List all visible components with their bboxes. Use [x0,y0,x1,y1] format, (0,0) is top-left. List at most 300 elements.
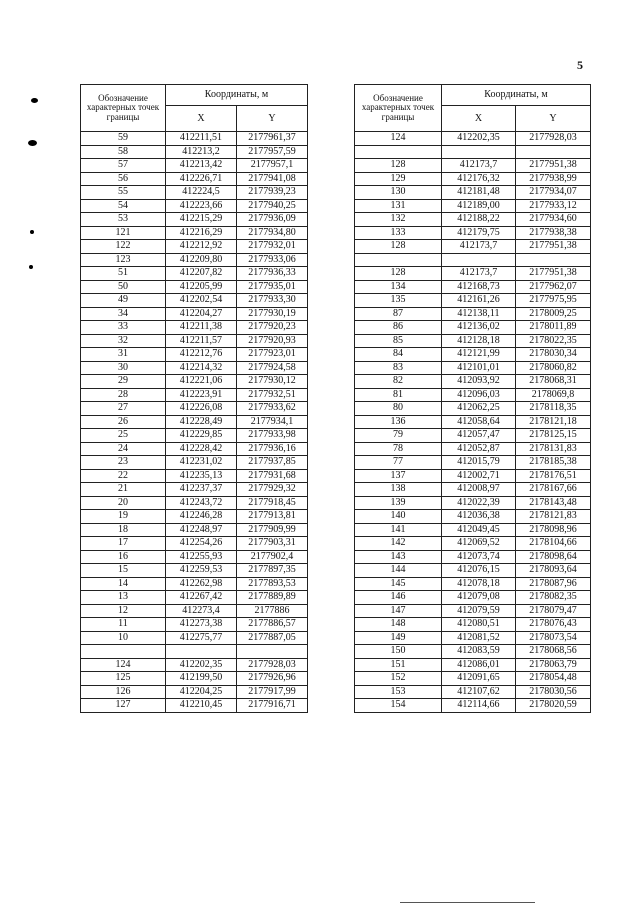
y-coordinate-cell: 2177934,07 [516,186,591,200]
point-label-cell: 21 [81,483,166,497]
y-coordinate-cell: 2177933,30 [237,294,308,308]
y-coordinate-cell: 2178093,64 [516,564,591,578]
point-label-cell: 146 [355,591,442,605]
y-coordinate-cell: 2177933,62 [237,402,308,416]
point-label-cell: 134 [355,280,442,294]
page-number: 5 [577,58,583,72]
table-row [81,253,308,267]
table-row [355,523,591,537]
table-row [81,145,308,159]
table-row [355,186,591,200]
table-row [81,226,308,240]
point-label-cell: 131 [355,199,442,213]
x-coordinate-cell: 412189,00 [442,199,516,213]
y-coordinate-cell: 2177936,33 [237,267,308,281]
table-row [355,240,591,254]
x-coordinate-cell: 412259,53 [166,564,237,578]
table-row [81,132,308,146]
y-coordinate-cell: 2177903,31 [237,537,308,551]
point-label-cell: 87 [355,307,442,321]
y-coordinate-cell: 2177934,60 [516,213,591,227]
y-coordinate-cell: 2177897,35 [237,564,308,578]
x-coordinate-cell: 412079,08 [442,591,516,605]
y-coordinate-cell: 2177932,51 [237,388,308,402]
y-coordinate-cell: 2177924,58 [237,361,308,375]
y-coordinate-cell: 2177902,4 [237,550,308,564]
y-column-header: Y [237,106,308,132]
x-coordinate-cell: 412229,85 [166,429,237,443]
x-coordinate-cell: 412254,26 [166,537,237,551]
point-label-cell: 10 [81,631,166,645]
table-row [81,159,308,173]
point-label-cell: 149 [355,631,442,645]
scan-mark [28,140,37,146]
y-coordinate-cell: 2177893,53 [237,577,308,591]
x-coordinate-cell: 412207,82 [166,267,237,281]
x-coordinate-cell: 412080,51 [442,618,516,632]
x-coordinate-cell: 412205,99 [166,280,237,294]
point-label-cell: 17 [81,537,166,551]
table-row [355,199,591,213]
y-coordinate-cell: 2178118,35 [516,402,591,416]
table-row [81,172,308,186]
y-coordinate-cell: 2177951,38 [516,267,591,281]
x-coordinate-cell: 412202,35 [166,658,237,672]
table-row [355,510,591,524]
y-coordinate-cell: 2177933,98 [237,429,308,443]
table-row [355,321,591,335]
point-label-cell: 143 [355,550,442,564]
table-row [355,456,591,470]
table-row [81,469,308,483]
x-coordinate-cell: 412008,97 [442,483,516,497]
x-coordinate-cell: 412211,51 [166,132,237,146]
y-coordinate-cell: 2177934,80 [237,226,308,240]
x-coordinate-cell: 412211,57 [166,334,237,348]
table-row [81,240,308,254]
y-coordinate-cell [516,145,591,159]
point-label-cell: 13 [81,591,166,605]
y-coordinate-cell: 2178104,66 [516,537,591,551]
x-coordinate-cell: 412107,62 [442,685,516,699]
point-label-cell: 23 [81,456,166,470]
point-label-cell: 22 [81,469,166,483]
point-label-cell: 12 [81,604,166,618]
y-coordinate-cell: 2177920,93 [237,334,308,348]
table-row [81,591,308,605]
point-label-cell: 55 [81,186,166,200]
table-row [81,402,308,416]
y-coordinate-cell: 2178069,8 [516,388,591,402]
point-label-cell: 82 [355,375,442,389]
point-label-cell: 148 [355,618,442,632]
y-coordinate-cell: 2178143,48 [516,496,591,510]
point-label-cell [355,145,442,159]
table-row [355,294,591,308]
y-coordinate-cell: 2178060,82 [516,361,591,375]
table-row [355,132,591,146]
x-coordinate-cell [166,645,237,659]
y-coordinate-cell: 2178030,56 [516,685,591,699]
point-label-cell: 150 [355,645,442,659]
x-coordinate-cell: 412204,27 [166,307,237,321]
y-coordinate-cell: 2177928,03 [516,132,591,146]
point-label-cell: 127 [81,699,166,713]
y-coordinate-cell: 2177933,06 [237,253,308,267]
x-coordinate-cell: 412179,75 [442,226,516,240]
point-label-cell: 26 [81,415,166,429]
x-coordinate-cell: 412076,15 [442,564,516,578]
scan-line [400,902,535,903]
x-coordinate-cell: 412210,45 [166,699,237,713]
x-coordinate-cell: 412057,47 [442,429,516,443]
table-row [355,280,591,294]
table-row [81,523,308,537]
x-coordinate-cell: 412128,18 [442,334,516,348]
y-coordinate-cell: 2177951,38 [516,159,591,173]
point-label-cell: 130 [355,186,442,200]
x-coordinate-cell: 412101,01 [442,361,516,375]
x-coordinate-cell: 412136,02 [442,321,516,335]
y-coordinate-cell: 2177933,12 [516,199,591,213]
table-row [81,388,308,402]
y-coordinate-cell: 2178121,83 [516,510,591,524]
x-column-header: X [166,106,237,132]
x-coordinate-cell: 412114,66 [442,699,516,713]
x-coordinate-cell: 412202,54 [166,294,237,308]
point-label-cell: 137 [355,469,442,483]
table-row [355,604,591,618]
y-coordinate-cell: 2177930,19 [237,307,308,321]
coordinates-table-left [80,84,308,713]
x-coordinate-cell: 412078,18 [442,577,516,591]
x-coordinate-cell: 412091,65 [442,672,516,686]
table-row [81,564,308,578]
y-coordinate-cell: 2177932,01 [237,240,308,254]
table-row [81,294,308,308]
y-coordinate-cell: 2178079,47 [516,604,591,618]
label-column-header: Обозначение характерных точек границы [81,85,166,132]
table-row [81,631,308,645]
x-coordinate-cell: 412212,92 [166,240,237,254]
x-coordinate-cell: 412052,87 [442,442,516,456]
x-coordinate-cell: 412209,80 [166,253,237,267]
x-coordinate-cell: 412231,02 [166,456,237,470]
x-coordinate-cell: 412081,52 [442,631,516,645]
table-row [355,577,591,591]
y-coordinate-cell: 2178030,34 [516,348,591,362]
y-coordinate-cell: 2177929,32 [237,483,308,497]
point-label-cell: 124 [355,132,442,146]
x-coordinate-cell: 412213,2 [166,145,237,159]
x-coordinate-cell: 412022,39 [442,496,516,510]
x-coordinate-cell: 412213,42 [166,159,237,173]
y-coordinate-cell: 2177938,99 [516,172,591,186]
table-row [81,496,308,510]
y-coordinate-cell: 2178185,38 [516,456,591,470]
y-coordinate-cell: 2177936,16 [237,442,308,456]
point-label-cell: 139 [355,496,442,510]
y-coordinate-cell: 2177918,45 [237,496,308,510]
point-label-cell: 14 [81,577,166,591]
y-coordinate-cell: 2177917,99 [237,685,308,699]
x-coordinate-cell: 412161,26 [442,294,516,308]
table-row [81,186,308,200]
table-row [355,672,591,686]
table-row [81,280,308,294]
point-label-cell: 16 [81,550,166,564]
y-coordinate-cell [237,645,308,659]
table-row [81,415,308,429]
scan-mark [29,265,33,269]
x-coordinate-cell: 412228,49 [166,415,237,429]
y-coordinate-cell: 2178125,15 [516,429,591,443]
y-coordinate-cell: 2178176,51 [516,469,591,483]
table-row [355,537,591,551]
point-label-cell: 79 [355,429,442,443]
y-coordinate-cell: 2177930,12 [237,375,308,389]
x-coordinate-cell: 412262,98 [166,577,237,591]
point-label-cell: 85 [355,334,442,348]
table-row [81,645,308,659]
table-row [81,456,308,470]
point-label-cell: 11 [81,618,166,632]
x-coordinate-cell: 412049,45 [442,523,516,537]
table-row [355,483,591,497]
point-label-cell: 145 [355,577,442,591]
y-coordinate-cell: 2177941,08 [237,172,308,186]
x-coordinate-cell: 412255,93 [166,550,237,564]
point-label-cell: 138 [355,483,442,497]
table-row [355,145,591,159]
x-coordinate-cell: 412015,79 [442,456,516,470]
scan-mark [30,230,34,234]
table-row [355,618,591,632]
point-label-cell: 77 [355,456,442,470]
y-coordinate-cell: 2177926,96 [237,672,308,686]
table-row [355,550,591,564]
point-label-cell: 29 [81,375,166,389]
y-coordinate-cell: 2177889,89 [237,591,308,605]
point-label-cell: 121 [81,226,166,240]
x-coordinate-cell: 412168,73 [442,280,516,294]
x-coordinate-cell: 412093,92 [442,375,516,389]
left-table-body [81,132,308,713]
point-label-cell [81,645,166,659]
x-coordinate-cell [442,145,516,159]
right-table-body [355,132,591,713]
y-coordinate-cell: 2178098,64 [516,550,591,564]
y-coordinate-cell: 2177936,09 [237,213,308,227]
y-coordinate-cell: 2178167,66 [516,483,591,497]
x-coordinate-cell: 412235,13 [166,469,237,483]
table-row [355,402,591,416]
point-label-cell: 81 [355,388,442,402]
x-coordinate-cell: 412216,29 [166,226,237,240]
y-coordinate-cell: 2178068,56 [516,645,591,659]
x-coordinate-cell: 412273,4 [166,604,237,618]
table-row [355,388,591,402]
x-coordinate-cell: 412223,66 [166,199,237,213]
table-row [81,429,308,443]
table-row [81,267,308,281]
point-label-cell: 84 [355,348,442,362]
point-label-cell: 27 [81,402,166,416]
x-coordinate-cell: 412173,7 [442,267,516,281]
point-label-cell: 142 [355,537,442,551]
table-row [355,361,591,375]
y-coordinate-cell: 2177975,95 [516,294,591,308]
x-coordinate-cell: 412202,35 [442,132,516,146]
y-coordinate-cell: 2177916,71 [237,699,308,713]
table-row [81,213,308,227]
point-label-cell: 49 [81,294,166,308]
x-coordinate-cell: 412173,7 [442,240,516,254]
x-coordinate-cell: 412121,99 [442,348,516,362]
y-coordinate-cell: 2177886 [237,604,308,618]
point-label-cell: 140 [355,510,442,524]
point-label-cell: 31 [81,348,166,362]
table-row [81,577,308,591]
y-coordinate-cell: 2177935,01 [237,280,308,294]
x-coordinate-cell: 412237,37 [166,483,237,497]
y-coordinate-cell: 2178073,54 [516,631,591,645]
table-row [355,645,591,659]
table-row [355,631,591,645]
y-coordinate-cell: 2177928,03 [237,658,308,672]
x-coordinate-cell: 412188,22 [442,213,516,227]
point-label-cell: 30 [81,361,166,375]
y-coordinate-cell: 2178054,48 [516,672,591,686]
point-label-cell: 126 [81,685,166,699]
y-coordinate-cell: 2178131,83 [516,442,591,456]
y-coordinate-cell: 2177887,05 [237,631,308,645]
point-label-cell: 129 [355,172,442,186]
table-row [81,658,308,672]
y-coordinate-cell: 2178068,31 [516,375,591,389]
x-coordinate-cell: 412243,72 [166,496,237,510]
point-label-cell: 153 [355,685,442,699]
point-label-cell: 32 [81,334,166,348]
coordinates-table-right [354,84,591,713]
point-label-cell: 24 [81,442,166,456]
x-coordinate-cell: 412226,71 [166,172,237,186]
table-row [81,699,308,713]
table-row [355,429,591,443]
y-coordinate-cell: 2177886,57 [237,618,308,632]
point-label-cell: 83 [355,361,442,375]
point-label-cell: 123 [81,253,166,267]
point-label-cell: 128 [355,267,442,281]
y-coordinate-cell: 2178020,59 [516,699,591,713]
coordinates-group-header: Координаты, м [166,85,308,106]
table-row [81,604,308,618]
point-label-cell: 33 [81,321,166,335]
y-coordinate-cell: 2177940,25 [237,199,308,213]
point-label-cell: 144 [355,564,442,578]
y-coordinate-cell: 2177939,23 [237,186,308,200]
x-coordinate-cell: 412173,7 [442,159,516,173]
point-label-cell [355,253,442,267]
x-coordinate-cell: 412228,42 [166,442,237,456]
x-coordinate-cell: 412273,38 [166,618,237,632]
table-row [355,442,591,456]
table-row [355,591,591,605]
y-coordinate-cell: 2177961,37 [237,132,308,146]
y-coordinate-cell: 2177957,1 [237,159,308,173]
x-coordinate-cell: 412223,91 [166,388,237,402]
y-coordinate-cell: 2177909,99 [237,523,308,537]
point-label-cell: 136 [355,415,442,429]
x-coordinate-cell: 412058,64 [442,415,516,429]
y-coordinate-cell: 2178063,79 [516,658,591,672]
point-label-cell: 57 [81,159,166,173]
point-label-cell: 154 [355,699,442,713]
y-coordinate-cell: 2178009,25 [516,307,591,321]
table-row [81,199,308,213]
y-coordinate-cell: 2177937,85 [237,456,308,470]
coordinates-group-header: Координаты, м [442,85,591,106]
x-coordinate-cell: 412062,25 [442,402,516,416]
x-coordinate-cell: 412226,08 [166,402,237,416]
x-coordinate-cell: 412181,48 [442,186,516,200]
y-coordinate-cell: 2178098,96 [516,523,591,537]
y-coordinate-cell: 2177951,38 [516,240,591,254]
table-row [81,685,308,699]
point-label-cell: 25 [81,429,166,443]
y-coordinate-cell: 2178082,35 [516,591,591,605]
table-row [81,537,308,551]
point-label-cell: 19 [81,510,166,524]
y-coordinate-cell: 2178011,89 [516,321,591,335]
y-coordinate-cell: 2177938,38 [516,226,591,240]
point-label-cell: 128 [355,240,442,254]
point-label-cell: 147 [355,604,442,618]
x-coordinate-cell: 412069,52 [442,537,516,551]
y-coordinate-cell: 2178087,96 [516,577,591,591]
y-coordinate-cell: 2177934,1 [237,415,308,429]
x-coordinate-cell: 412221,06 [166,375,237,389]
x-coordinate-cell: 412215,29 [166,213,237,227]
table-row [81,307,308,321]
label-column-header: Обозначение характерных точек границы [355,85,442,132]
table-row [81,618,308,632]
x-coordinate-cell [442,253,516,267]
point-label-cell: 51 [81,267,166,281]
point-label-cell: 152 [355,672,442,686]
x-column-header: X [442,106,516,132]
x-coordinate-cell: 412275,77 [166,631,237,645]
point-label-cell: 124 [81,658,166,672]
table-row [81,334,308,348]
table-row [355,658,591,672]
point-label-cell: 59 [81,132,166,146]
point-label-cell: 56 [81,172,166,186]
point-label-cell: 80 [355,402,442,416]
table-row [81,550,308,564]
scan-mark [31,98,38,103]
point-label-cell: 28 [81,388,166,402]
y-coordinate-cell: 2177923,01 [237,348,308,362]
y-coordinate-cell: 2178022,35 [516,334,591,348]
point-label-cell: 122 [81,240,166,254]
x-coordinate-cell: 412267,42 [166,591,237,605]
x-coordinate-cell: 412138,11 [442,307,516,321]
y-coordinate-cell [516,253,591,267]
table-row [355,307,591,321]
table-row [355,496,591,510]
table-row [355,267,591,281]
